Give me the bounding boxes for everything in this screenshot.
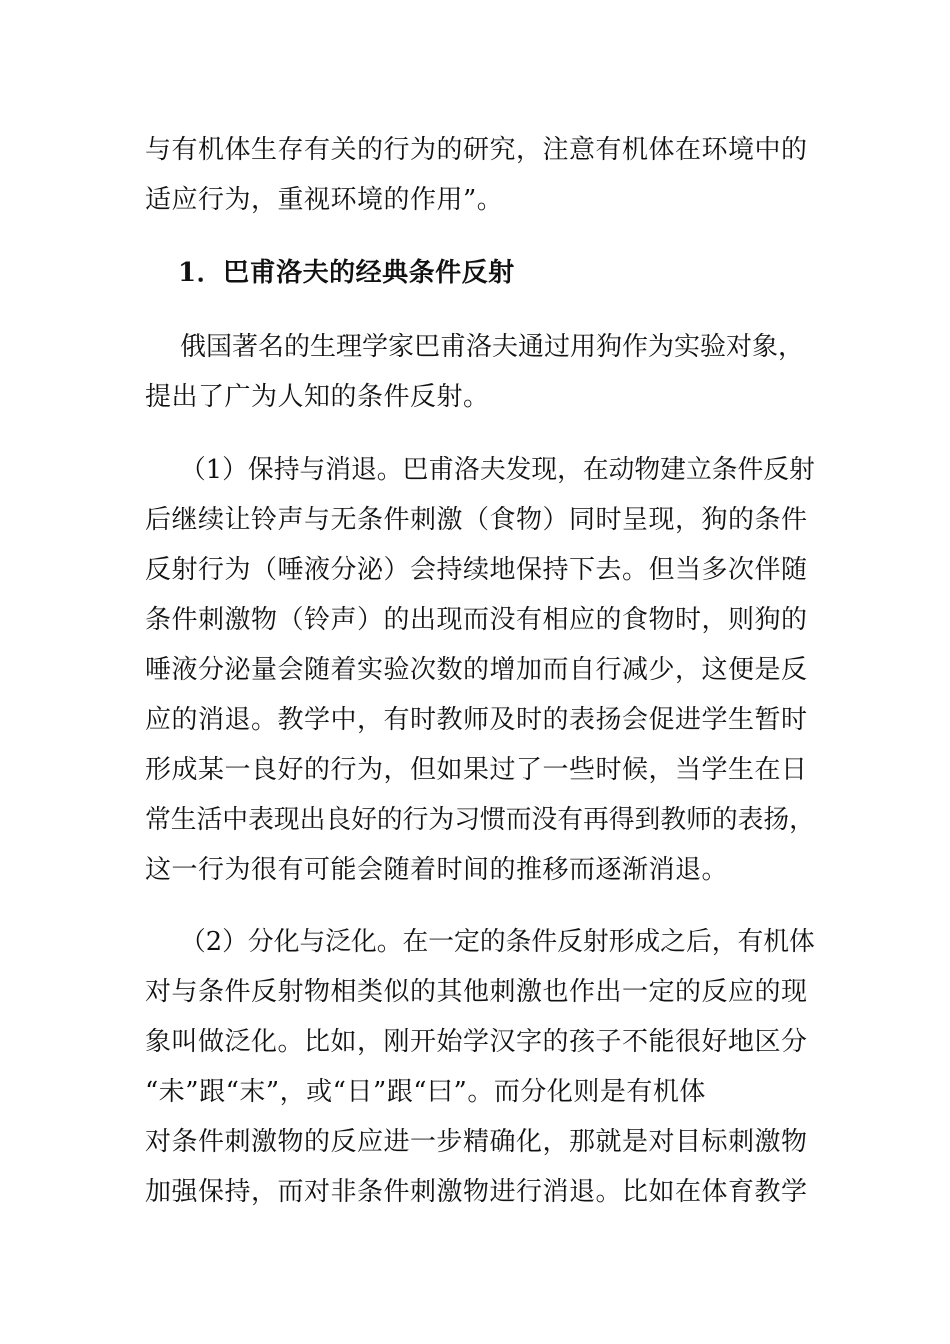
para1-line-1: 俄国著名的生理学家巴甫洛夫通过用狗作为实验对象， [180, 332, 805, 362]
para3-line-3: 象叫做泛化。比如，刚开始学汉字的孩子不能很好地区分 [145, 1027, 808, 1057]
para2-line-9: 这一行为很有可能会随着时间的推移而逐渐消退。 [145, 855, 729, 885]
para3-line-1: （2）分化与泛化。在一定的条件反射形成之后，有机体 [180, 927, 815, 957]
para2-line-1: （1）保持与消退。巴甫洛夫发现，在动物建立条件反射 [180, 455, 815, 485]
para3-line-5: 对条件刺激物的反应进一步精确化，那就是对目标刺激物 [145, 1127, 808, 1157]
para2-line-4: 条件刺激物（铃声）的出现而没有相应的食物时，则狗的 [145, 605, 808, 635]
para3-line-6: 加强保持，而对非条件刺激物进行消退。比如在体育教学 [145, 1177, 808, 1207]
para3-line-4: “未”跟“末”，或“日”跟“曰”。而分化则是有机体 [145, 1077, 706, 1107]
para2-line-5: 唾液分泌量会随着实验次数的增加而自行减少，这便是反 [145, 655, 808, 685]
para2-line-7: 形成某一良好的行为，但如果过了一些时候，当学生在日 [145, 755, 808, 785]
intro-line-2: 适应行为，重视环境的作用”。 [145, 185, 504, 215]
section-heading: 1．巴甫洛夫的经典条件反射 [178, 258, 515, 288]
para3-line-2: 对与条件反射物相类似的其他刺激也作出一定的反应的现 [145, 977, 808, 1007]
intro-line-1: 与有机体生存有关的行为的研究，注意有机体在环境中的 [145, 135, 808, 165]
para2-line-8: 常生活中表现出良好的行为习惯而没有再得到教师的表扬， [145, 805, 815, 835]
para2-line-2: 后继续让铃声与无条件刺激（食物）同时呈现，狗的条件 [145, 505, 808, 535]
para2-line-6: 应的消退。教学中，有时教师及时的表扬会促进学生暂时 [145, 705, 808, 735]
para1-line-2: 提出了广为人知的条件反射。 [145, 382, 490, 412]
para2-line-3: 反射行为（唾液分泌）会持续地保持下去。但当多次伴随 [145, 555, 808, 585]
